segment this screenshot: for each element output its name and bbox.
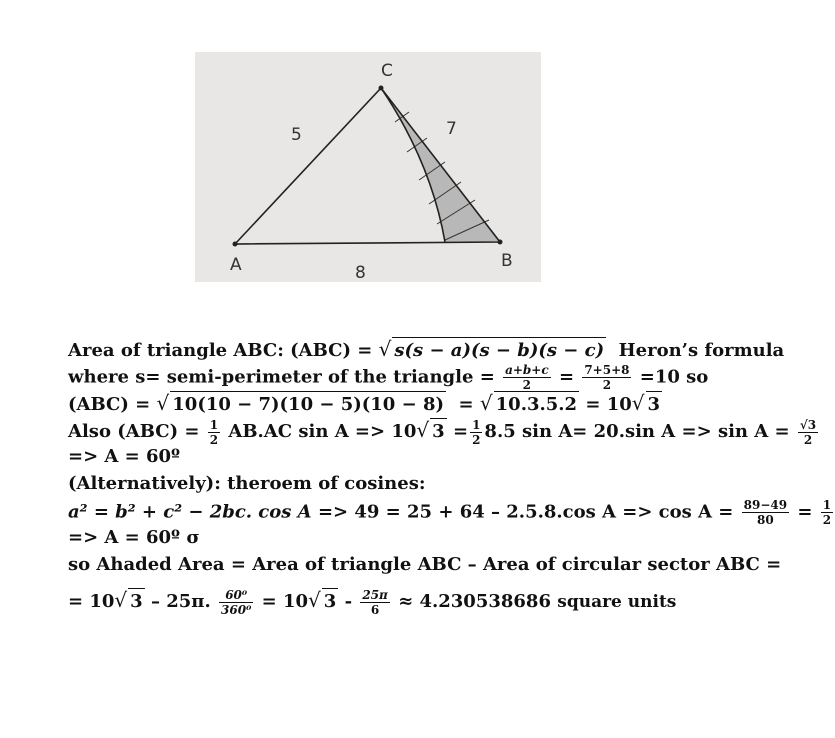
line-alternative: (Alternatively): theroem of cosines: <box>68 473 426 494</box>
line-angle-result-2: => A = 60º σ <box>68 527 200 548</box>
vertex-label-a: A <box>230 255 242 275</box>
line-heron: Area of triangle ABC: (ABC) = √ s(s − a)(s − b)(s − c) Heron’s formula <box>68 336 808 363</box>
line-area-value: (ABC) = √ 10(10 − 7)(10 − 5)(10 − 8) = √ 10.3.5.2 = 10√ 3 <box>68 390 808 417</box>
line-sine-area: Also (ABC) = $\frac{1}{2}$ AB.AC sin A => 10√ 3 = $\frac{1}{2}$ 8.5 sin A= 20.sin A => sin A = $\frac{√3}{2}$ <box>68 417 817 447</box>
vertex-label-c: C <box>381 61 393 81</box>
triangle-diagram <box>195 52 541 282</box>
triangle-figure <box>195 52 541 282</box>
line-semi-perimeter: where s= semi-perimeter of the triangle = $\frac{a+b+c}{2}$ = $\frac{7+5+8}{2}$ =10 so <box>68 363 709 392</box>
line-angle-result: => A = 60º <box>68 446 181 467</box>
side-label-ab: 8 <box>355 263 366 283</box>
line-final-answer: = 10√ 3 – 25π. $\frac{\text{60⁰}}{\text{360⁰}}$ = 10√ 3 - $\frac{25\pi}{6}$ ≈ 4.230538686 square units <box>68 587 677 617</box>
side-label-ac: 5 <box>291 125 302 145</box>
solution-text <box>68 336 832 617</box>
line-cosines: a² = b² + c² − 2bc. cos A => 49 = 25 + 64 – 2.5.8.cos A => cos A = $\frac{89-49}{80}$ = $\frac{1}{2}$ <box>68 498 832 527</box>
vertex-label-b: B <box>501 251 513 271</box>
line-shaded-area: so Ahaded Area = Area of triangle ABC – Area of circular sector ABC = <box>68 554 782 575</box>
side-label-bc: 7 <box>446 119 457 139</box>
